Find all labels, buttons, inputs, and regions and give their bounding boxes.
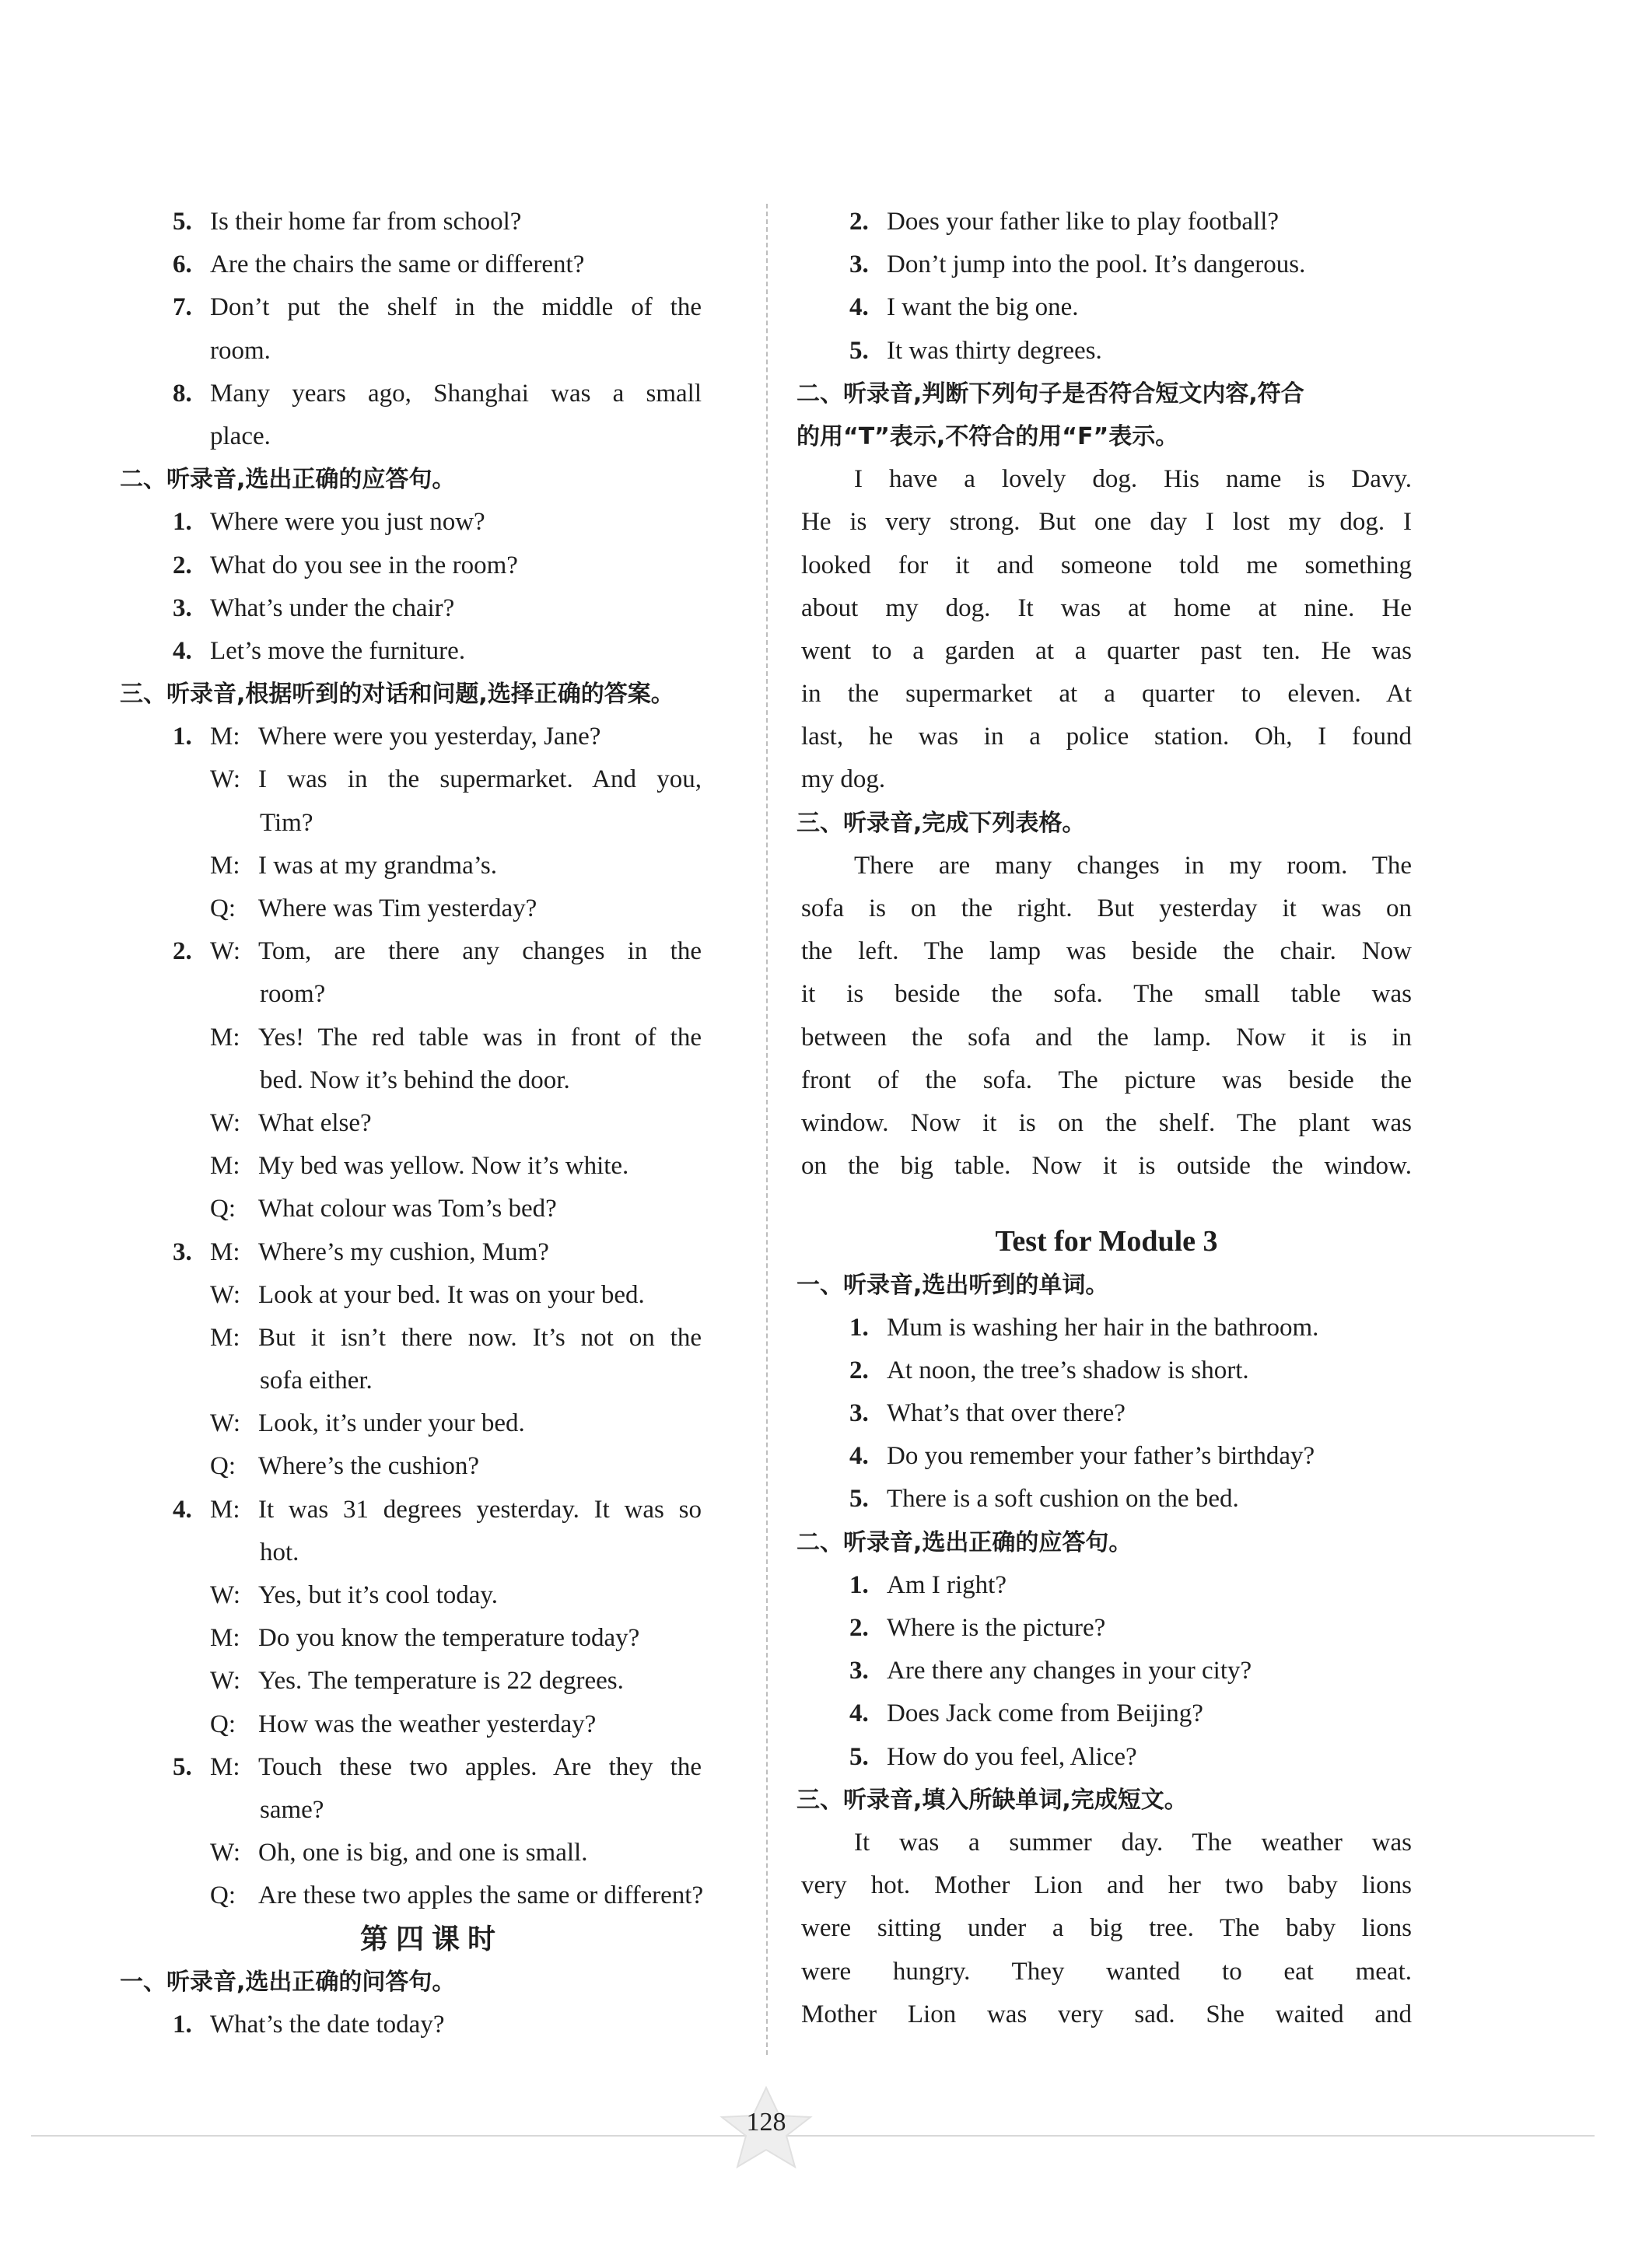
list-item: 6. Are the chairs the same or different? bbox=[173, 250, 585, 279]
list-item-continuation: place. bbox=[210, 422, 271, 450]
passage-line: went to a garden at a quarter past ten. He was bbox=[801, 636, 1412, 665]
dialogue-line: M: I was at my grandma’s. bbox=[210, 851, 498, 880]
list-item: 3. Are there any changes in your city? bbox=[849, 1657, 1252, 1685]
page-number: 128 bbox=[746, 2108, 786, 2137]
list-item: 2. At noon, the tree’s shadow is short. bbox=[849, 1356, 1249, 1384]
dialogue-line: Q: How was the weather yesterday? bbox=[210, 1710, 597, 1738]
dialogue-line: W: Yes, but it’s cool today. bbox=[210, 1581, 499, 1609]
dialogue-line: Q: Where was Tim yesterday? bbox=[210, 894, 537, 922]
dialogue-line: W: Look at your bed. It was on your bed. bbox=[210, 1280, 645, 1309]
passage-line: between the sofa and the lamp. Now it is in bbox=[801, 1023, 1412, 1052]
passage-line: on the big table. Now it is outside the window. bbox=[801, 1152, 1412, 1181]
dialogue-continuation: same? bbox=[260, 1795, 324, 1824]
dialogue-line: Q: Are these two apples the same or different? bbox=[210, 1881, 704, 1910]
dialogue-continuation: bed. Now it’s behind the door. bbox=[260, 1066, 570, 1094]
dialogue-line: M: Do you know the temperature today? bbox=[210, 1624, 640, 1653]
dialogue-line: 3. M: Where’s my cushion, Mum? bbox=[173, 1237, 549, 1266]
dialogue-line: 4. M: It was 31 degrees yesterday. It was so bbox=[173, 1495, 702, 1524]
passage-line: the left. The lamp was beside the chair. Now bbox=[801, 937, 1412, 966]
dialogue-line: W: Oh, one is big, and one is small. bbox=[210, 1839, 588, 1867]
list-item: 1. Mum is washing her hair in the bathroom. bbox=[849, 1313, 1319, 1342]
list-item: 4. Does Jack come from Beijing? bbox=[849, 1699, 1203, 1728]
test-title: Test for Module 3 bbox=[995, 1225, 1218, 1258]
list-item: 8. Many years ago, Shanghai was a small bbox=[173, 379, 702, 408]
left-column bbox=[120, 201, 739, 2046]
dialogue-line: M: But it isn’t there now. It’s not on the bbox=[210, 1323, 702, 1352]
dialogue-line: W: Yes. The temperature is 22 degrees. bbox=[210, 1667, 624, 1696]
page-number-badge bbox=[708, 2086, 825, 2172]
passage-line: looked for it and someone told me something bbox=[801, 551, 1412, 579]
dialogue-continuation: room? bbox=[260, 980, 326, 1009]
passage-line: He is very strong. But one day I lost my dog. I bbox=[801, 508, 1412, 537]
section-title: 二、听录音,选出正确的应答句。 bbox=[120, 466, 456, 494]
passage-line: I have a lovely dog. His name is Davy. bbox=[854, 465, 1412, 494]
column-divider bbox=[766, 204, 768, 2055]
section-title: 三、听录音,完成下列表格。 bbox=[796, 809, 1086, 837]
passage-line: sofa is on the right. But yesterday it was on bbox=[801, 894, 1412, 922]
section-title: 二、听录音,判断下列句子是否符合短文内容,符合 bbox=[796, 380, 1304, 408]
passage-line: It was a summer day. The weather was bbox=[854, 1828, 1412, 1857]
section-title: 三、听录音,填入所缺单词,完成短文。 bbox=[796, 1786, 1188, 1814]
dialogue-line: W: Look, it’s under your bed. bbox=[210, 1409, 525, 1438]
dialogue-continuation: hot. bbox=[260, 1538, 299, 1566]
passage-line: window. Now it is on the shelf. The plant was bbox=[801, 1108, 1412, 1137]
dialogue-line: 5. M: Touch these two apples. Are they the bbox=[173, 1752, 702, 1781]
passage-line: in the supermarket at a quarter to eleven. At bbox=[801, 680, 1412, 709]
dialogue-continuation: sofa either. bbox=[260, 1367, 373, 1395]
lesson-heading: 第四课时 bbox=[359, 1923, 503, 1955]
list-item: 2. Where is the picture? bbox=[849, 1614, 1106, 1642]
dialogue-line: W: What else? bbox=[210, 1108, 372, 1137]
list-item: 3. What’s that over there? bbox=[849, 1399, 1126, 1428]
passage-line: were hungry. They wanted to eat meat. bbox=[801, 1957, 1412, 1986]
passage-line: last, he was in a police station. Oh, I found bbox=[801, 723, 1412, 751]
passage-line: There are many changes in my room. The bbox=[854, 851, 1412, 880]
passage-line: it is beside the sofa. The small table was bbox=[801, 980, 1412, 1009]
list-item: 2. What do you see in the room? bbox=[173, 551, 518, 579]
list-item: 7. Don’t put the shelf in the middle of the bbox=[173, 293, 702, 322]
dialogue-line: Q: What colour was Tom’s bed? bbox=[210, 1195, 557, 1223]
list-item: 4. I want the big one. bbox=[849, 293, 1079, 322]
list-item: 2. Does your father like to play football? bbox=[849, 208, 1280, 236]
dialogue-line: W: I was in the supermarket. And you, bbox=[210, 765, 702, 794]
section-title: 一、听录音,选出正确的问答句。 bbox=[120, 1968, 456, 1996]
list-item: 3. What’s under the chair? bbox=[173, 593, 455, 622]
passage-line: front of the sofa. The picture was beside the bbox=[801, 1066, 1412, 1094]
list-item: 5. It was thirty degrees. bbox=[849, 336, 1102, 365]
passage-line: Mother Lion was very sad. She waited and bbox=[801, 2000, 1412, 2028]
list-item: 1. Am I right? bbox=[849, 1570, 1007, 1599]
passage-line: very hot. Mother Lion and her two baby lions bbox=[801, 1871, 1412, 1900]
section-title: 一、听录音,选出听到的单词。 bbox=[796, 1271, 1109, 1299]
list-item: 5. How do you feel, Alice? bbox=[849, 1742, 1137, 1771]
passage-line: my dog. bbox=[801, 765, 886, 794]
list-item: 5. There is a soft cushion on the bed. bbox=[849, 1485, 1239, 1514]
section-title: 三、听录音,根据听到的对话和问题,选择正确的答案。 bbox=[120, 681, 674, 709]
dialogue-line: M: Yes! The red table was in front of the bbox=[210, 1023, 702, 1052]
dialogue-continuation: Tim? bbox=[260, 808, 313, 837]
passage-line: were sitting under a big tree. The baby lions bbox=[801, 1914, 1412, 1943]
dialogue-line: 1. M: Where were you yesterday, Jane? bbox=[173, 723, 601, 751]
section-title-continuation: 的用“T”表示,不符合的用“F”表示。 bbox=[796, 422, 1179, 450]
section-title: 二、听录音,选出正确的应答句。 bbox=[796, 1528, 1133, 1556]
list-item: 4. Do you remember your father’s birthday? bbox=[849, 1442, 1315, 1471]
dialogue-line: Q: Where’s the cushion? bbox=[210, 1452, 480, 1481]
list-item: 4. Let’s move the furniture. bbox=[173, 636, 466, 665]
passage-line: about my dog. It was at home at nine. He bbox=[801, 593, 1412, 622]
list-item: 1. What’s the date today? bbox=[173, 2010, 445, 2039]
dialogue-line: 2. W: Tom, are there any changes in the bbox=[173, 937, 702, 966]
list-item-continuation: room. bbox=[210, 336, 271, 365]
right-column bbox=[796, 201, 1412, 2036]
list-item: 1. Where were you just now? bbox=[173, 508, 485, 537]
dialogue-line: M: My bed was yellow. Now it’s white. bbox=[210, 1152, 629, 1181]
list-item: 5. Is their home far from school? bbox=[173, 208, 522, 236]
list-item: 3. Don’t jump into the pool. It’s dangerous. bbox=[849, 250, 1306, 279]
